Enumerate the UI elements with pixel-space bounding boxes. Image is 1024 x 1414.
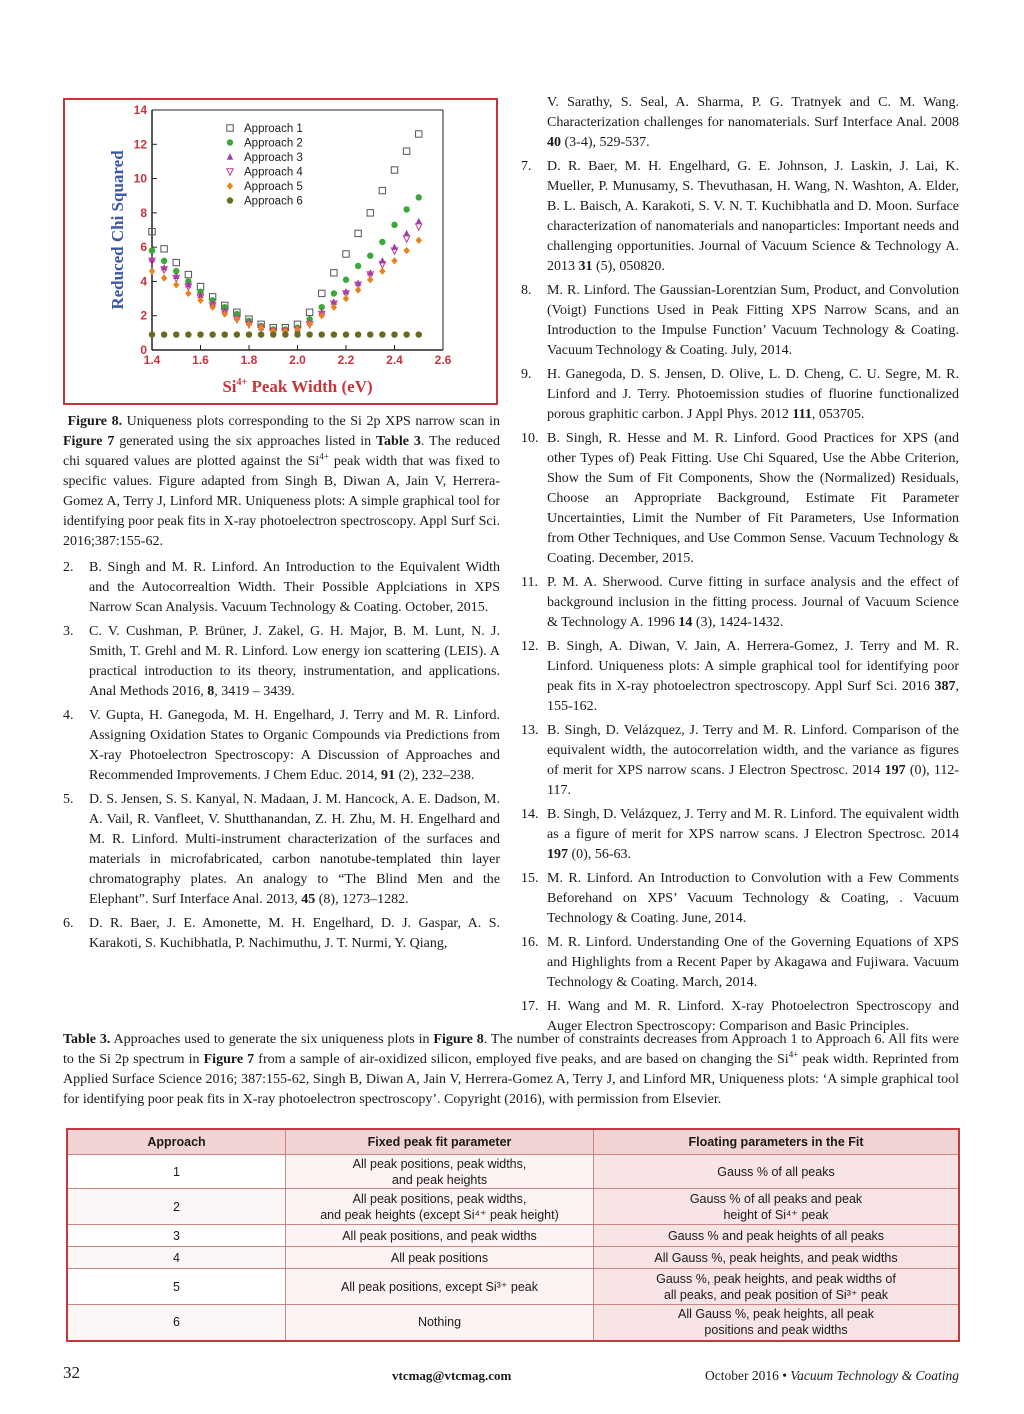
legend-label: Approach 4 [244, 166, 303, 179]
footer-date: October 2016 [705, 1368, 779, 1383]
reference-item [63, 622, 500, 702]
data-point-approach-1 [161, 246, 167, 252]
data-point-approach-5 [185, 290, 191, 297]
data-point-approach-6 [416, 331, 422, 337]
footer-bullet: • [782, 1368, 787, 1383]
table-row [67, 1269, 959, 1305]
legend-label: Approach 2 [244, 137, 303, 150]
data-point-approach-6 [379, 331, 385, 337]
cell-line: positions and peak widths [704, 1323, 848, 1338]
data-point-approach-6 [403, 331, 409, 337]
table-3 [66, 1128, 960, 1342]
data-point-approach-6 [331, 331, 337, 337]
data-point-approach-5 [355, 286, 361, 293]
reference-item [521, 637, 959, 717]
reference-item [521, 93, 959, 153]
reference-volume: 111 [792, 407, 812, 422]
reference-text: (8), 1273–1282. [315, 892, 409, 907]
table-label: Table 3. [63, 1032, 111, 1047]
x-tick-label: 2.2 [337, 353, 355, 367]
reference-text: (0), 112-117. [547, 763, 960, 798]
reference-number: 4. [63, 708, 74, 723]
reference-number: 2. [63, 560, 74, 575]
cell-line: All peak positions [390, 1250, 489, 1265]
cell-line: Nothing [417, 1315, 462, 1330]
reference-number: 10. [521, 431, 539, 446]
data-point-approach-1 [343, 251, 349, 257]
footer-journal: Vacuum Technology & Coating [790, 1368, 959, 1383]
reference-number: 17. [521, 999, 539, 1014]
table-row [67, 1247, 959, 1269]
cell-floating [594, 1269, 960, 1305]
y-tick-label: 10 [133, 171, 147, 186]
data-point-approach-5 [161, 274, 167, 281]
cell-line: all peaks, and peak position of Si³⁺ peak [663, 1287, 889, 1302]
legend-marker [227, 125, 233, 131]
data-point-approach-5 [173, 281, 179, 288]
reference-number: 12. [521, 639, 539, 654]
cell-line: Gauss % and peak heights of all peaks [667, 1228, 885, 1243]
cell-approach: 6 [67, 1305, 286, 1341]
data-point-approach-6 [173, 331, 179, 337]
data-point-approach-2 [355, 263, 361, 269]
uniqueness-plot-chart [65, 100, 496, 403]
reference-text: M. R. Linford. An Introduction to Convolution with a Few Comments Beforehand on XPS’ Vacuum Technology & Coating, . Vacuum Technology & Coating. June, 2014. [547, 871, 959, 926]
data-point-approach-6 [197, 331, 203, 337]
data-point-approach-4 [416, 224, 422, 230]
caption-figure-ref: Figure 7 [63, 434, 115, 449]
reference-item [521, 573, 959, 633]
footer-issue [705, 1368, 959, 1384]
reference-volume: 197 [547, 847, 568, 862]
cell-fixed [286, 1269, 594, 1305]
data-point-approach-1 [391, 167, 397, 173]
reference-volume: 40 [547, 135, 561, 150]
data-point-approach-6 [294, 331, 300, 337]
reference-text: , 053705. [811, 407, 865, 422]
data-point-approach-6 [355, 331, 361, 337]
x-tick-label: 1.4 [143, 353, 161, 367]
data-point-approach-3 [403, 230, 409, 236]
reference-item [521, 429, 959, 569]
cell-line: All peak positions, peak widths, [352, 1191, 527, 1206]
caption-text: . The reduced chi squared values are plotted against the Si [63, 434, 500, 469]
data-point-approach-1 [416, 131, 422, 137]
data-point-approach-1 [331, 270, 337, 276]
table-row [67, 1225, 959, 1247]
reference-volume: 8 [207, 684, 215, 699]
reference-number: 16. [521, 935, 539, 950]
reference-number: 9. [521, 367, 532, 382]
cell-line: Gauss % of all peaks and peak [689, 1191, 863, 1206]
cell-fixed [286, 1225, 594, 1247]
caption-text: from a sample of air-oxidized silicon, employed five peaks, and are based on changing the Si [254, 1052, 789, 1067]
caption-text: peak width that was fixed to specific values. Figure adapted from Singh B, Diwan A, Jain V, Herrera-Gomez A, Terry J, Linford MR. Uniqueness plots: A simple graphical tool for identifying poor peak fits in X-ray photoelectron spectroscopy. Appl Surf Sci. 2016;387:155-62. [63, 454, 500, 549]
reference-text: , 155-162. [547, 679, 959, 714]
reference-text: B. Singh, R. Hesse and M. R. Linford. Good Practices for XPS (and other Types of) Peak Fitting. Use Chi Squared, Use the Abbe Criterion, Show the Sum of Fit Components, Show the (Normalized) Residuals, Choose an Appropriate Background, Estimate Fit Parameter Uncertainties, Limit the Number of Fit Parameters, Use Information from Other Techniques, and Use Common Sense. Vacuum Technology & Coating. December, 2015. [547, 431, 959, 566]
data-point-approach-2 [403, 206, 409, 212]
reference-item [63, 558, 500, 618]
data-point-approach-5 [416, 237, 422, 244]
cell-floating [594, 1189, 960, 1225]
x-tick-label: 2.0 [289, 353, 306, 367]
reference-text: B. Singh, D. Velázquez, J. Terry and M. R. Linford. Comparison of the equivalent width, the autocorrelation width, and the variance as figures of merit for XPS narrow scans. J Electron Spectrosc. 2014 [547, 723, 959, 778]
reference-text: B. Singh and M. R. Linford. An Introduction to the Equivalent Width and the Autocorrealtion Width. Their Possible Applciations in XPS Narrow Scan Analysis. Vacuum Technology & Coating. October, 2015. [89, 560, 500, 615]
table-header-row [67, 1129, 959, 1155]
cell-line: All Gauss %, peak heights, and peak widths [654, 1250, 898, 1265]
legend-marker [227, 197, 233, 203]
cell-line: Gauss % of all peaks [717, 1164, 835, 1179]
reference-volume: 31 [578, 259, 593, 274]
reference-text: , 3419 – 3439. [214, 684, 295, 699]
y-tick-label: 6 [140, 240, 147, 255]
x-tick-label: 2.4 [386, 353, 403, 367]
reference-text: P. M. A. Sherwood. Curve fitting in surface analysis and the effect of background inclusion in the fitting process. Journal of Vacuum Science & Technology A. 1996 [547, 575, 959, 630]
reference-number: 3. [63, 624, 74, 639]
y-tick-label: 0 [140, 343, 147, 357]
figure-label: Figure 8. [67, 414, 123, 429]
legend-marker [227, 139, 233, 145]
cell-approach: 4 [67, 1247, 286, 1269]
reference-text: V. Sarathy, S. Seal, A. Sharma, P. G. Tratnyek and C. M. Wang. Characterization challenges for nanomaterials. Surf Interface Anal. 2008 [547, 95, 959, 130]
caption-text: Approaches used to generate the six uniqueness plots in [110, 1032, 434, 1047]
footer-email: vtcmag@vtcmag.com [392, 1368, 512, 1383]
data-point-approach-6 [319, 331, 325, 337]
data-point-approach-1 [306, 309, 312, 315]
data-point-approach-1 [185, 271, 191, 277]
cell-line: All peak positions, peak widths, [352, 1156, 527, 1171]
data-point-approach-1 [403, 148, 409, 154]
reference-text: H. Ganegoda, D. S. Jensen, D. Olive, L. D. Cheng, C. U. Segre, M. R. Linford and J. Terry. Photoemission studies of fluorine functionalized porous graphitic carbon. J Appl Phys. 2012 [547, 367, 959, 422]
data-point-approach-6 [258, 331, 264, 337]
data-point-approach-4 [403, 236, 409, 242]
cell-approach: 5 [67, 1269, 286, 1305]
data-point-approach-6 [343, 331, 349, 337]
data-point-approach-6 [282, 331, 288, 337]
caption-sup: 4+ [788, 1049, 799, 1060]
reference-item [521, 933, 959, 993]
caption-sup: 4+ [319, 451, 329, 462]
reference-text: (3-4), 529-537. [561, 135, 650, 150]
page-number: 32 [63, 1363, 80, 1382]
reference-volume: 197 [884, 763, 906, 778]
caption-text: . The number of constraints decreases from Approach 1 to Approach 6. All fits were to the Si 2p spectrum in [63, 1032, 960, 1067]
reference-volume: 91 [381, 768, 395, 783]
reference-text: D. S. Jensen, S. S. Kanyal, N. Madaan, J. M. Hancock, A. E. Dadson, M. A. Vail, R. Vanfleet, V. Shutthanandan, Z. H. Zhu, M. H. Engelhard and M. R. Linford. Multi-instrument characterization of the surfaces and materials in microfabricated, carbon nanotube-templated thin layer chromatography plates. An analogy to “The Blind Men and the Elephant”. Surf Interface Anal. 2013, [89, 792, 500, 907]
reference-item [521, 157, 959, 277]
data-point-approach-2 [343, 277, 349, 283]
reference-item [521, 365, 959, 425]
table-row [67, 1155, 959, 1189]
reference-text: M. R. Linford. Understanding One of the Governing Equations of XPS and Highlights from a Recent Paper by Akagawa and Fujiwara. Vacuum Technology & Coating. March, 2014. [547, 935, 959, 990]
cell-fixed [286, 1247, 594, 1269]
data-point-approach-6 [185, 331, 191, 337]
data-point-approach-6 [270, 331, 276, 337]
data-point-approach-5 [343, 295, 349, 302]
reference-volume: 387 [934, 679, 956, 694]
legend-marker [227, 153, 233, 159]
header-fixed: Fixed peak fit parameter [286, 1129, 594, 1155]
reference-item [63, 790, 500, 910]
reference-item [521, 721, 959, 801]
header-floating: Floating parameters in the Fit [594, 1129, 960, 1155]
cell-line: height of Si⁴⁺ peak [723, 1207, 829, 1222]
reference-text: H. Wang and M. R. Linford. X-ray Photoelectron Spectroscopy and Auger Electron Spectroscopy: Comparison and Basic Principles. [547, 999, 959, 1034]
references-right-column [521, 93, 959, 1041]
reference-number: 6. [63, 916, 74, 931]
data-point-approach-2 [161, 258, 167, 264]
table-row [67, 1189, 959, 1225]
data-point-approach-2 [416, 194, 422, 200]
y-tick-label: 8 [140, 205, 147, 220]
reference-number: 8. [521, 283, 532, 298]
data-point-approach-1 [379, 187, 385, 193]
caption-table-ref: Table 3 [376, 434, 421, 449]
reference-item [63, 914, 500, 954]
cell-approach: 3 [67, 1225, 286, 1247]
reference-text: C. V. Cushman, P. Brüner, J. Zakel, G. H. Major, B. M. Lunt, N. J. Smith, T. Grehl and M. R. Linford. Low energy ion scattering (LEIS). A practical introduction to its theory, instrumentation, and applications. Anal Methods 2016, [89, 624, 500, 699]
reference-text: (5), 050820. [592, 259, 665, 274]
caption-figure-ref: Figure 8 [433, 1032, 484, 1047]
data-point-approach-1 [367, 210, 373, 216]
data-point-approach-2 [379, 239, 385, 245]
caption-text: Uniqueness plots corresponding to the Si 2p XPS narrow scan in [122, 414, 500, 429]
cell-line: All Gauss %, peak heights, all peak [678, 1307, 874, 1322]
y-axis-label: Reduced Chi Squared [108, 150, 127, 310]
reference-item [521, 869, 959, 929]
cell-floating [594, 1155, 960, 1189]
reference-text: (2), 232–238. [395, 768, 475, 783]
x-tick-label: 1.8 [240, 353, 258, 367]
data-point-approach-1 [355, 230, 361, 236]
figure-8-box [63, 98, 498, 405]
reference-number: 15. [521, 871, 539, 886]
data-point-approach-6 [234, 331, 240, 337]
data-point-approach-5 [379, 267, 385, 274]
x-axis-label: $Si^{4+}$ Peak Width (eV) [222, 377, 373, 396]
data-point-approach-5 [391, 257, 397, 264]
legend-marker [227, 169, 233, 175]
reference-number: 13. [521, 723, 539, 738]
cell-approach: 2 [67, 1189, 286, 1225]
y-tick-label: 14 [133, 103, 147, 117]
legend-label: Approach 3 [244, 152, 303, 164]
cell-line: and peak heights [391, 1172, 488, 1187]
data-point-approach-6 [306, 331, 312, 337]
data-point-approach-6 [246, 331, 252, 337]
cell-line: All peak positions, and peak widths [342, 1228, 537, 1243]
cell-floating [594, 1305, 960, 1341]
y-tick-label: 2 [140, 308, 147, 323]
table-row [67, 1305, 959, 1341]
reference-text: D. R. Baer, J. E. Amonette, M. H. Engelhard, D. J. Gaspar, A. S. Karakoti, S. Kuchibhatla, P. Nachimuthu, J. T. Nurmi, Y. Qiang, [89, 916, 500, 951]
data-point-approach-5 [149, 267, 155, 274]
data-point-approach-6 [222, 331, 228, 337]
data-point-approach-6 [391, 331, 397, 337]
y-tick-label: 4 [140, 274, 147, 289]
reference-number: 11. [521, 575, 538, 590]
reference-item [521, 281, 959, 361]
caption-text: generated using the six approaches listed in [114, 434, 376, 449]
cell-fixed [286, 1189, 594, 1225]
reference-number: 5. [63, 792, 74, 807]
data-point-approach-5 [403, 247, 409, 254]
reference-item [63, 706, 500, 786]
x-tick-label: 2.6 [434, 353, 452, 367]
caption-figure-ref: Figure 7 [203, 1052, 255, 1067]
reference-text: D. R. Baer, M. H. Engelhard, G. E. Johnson, J. Laskin, J. Lai, K. Mueller, P. Munusamy, S. Thevuthasan, H. Wang, N. Washton, A. Elder, B. L. Baisch, A. Karakoti, S. V. N. T. Kuchibhatla and D. Moon. Surface characterization of nanomaterials and nanoparticles: Important needs and challenging opportunities. Journal of Vacuum Science & Technology A. 2013 [547, 159, 959, 274]
caption-text: peak width. Reprinted from Applied Surface Science 2016; 387:155-62, Singh B, Diwan A, Jain V, Herrera-Gomez A, Terry J, and Linford MR, Uniqueness plots: ‘A simple graphical tool for identifying poor peak fits in X-ray photoelectron spectroscopy’. Copyright (2016), with permission from Elsevier. [63, 1052, 959, 1107]
data-point-approach-6 [367, 331, 373, 337]
legend-label: Approach 1 [244, 123, 303, 135]
data-point-approach-2 [391, 222, 397, 228]
cell-line: Gauss %, peak heights, and peak widths of [656, 1271, 896, 1286]
cell-line: and peak heights (except Si⁴⁺ peak height) [320, 1207, 559, 1222]
reference-number: 7. [521, 159, 532, 174]
data-point-approach-5 [367, 276, 373, 283]
data-point-approach-1 [319, 290, 325, 296]
legend-marker [227, 182, 233, 189]
cell-line: All peak positions, except Si³⁺ peak [341, 1279, 538, 1294]
data-point-approach-6 [149, 331, 155, 337]
reference-text: B. Singh, A. Diwan, V. Jain, A. Herrera-Gomez, J. Terry and M. R. Linford. Uniqueness plots: A simple graphical tool for identifying poor peak fits in X-ray photoelectron spectroscopy. Appl Surf Sci. 2016 [547, 639, 959, 694]
cell-floating [594, 1247, 960, 1269]
reference-volume: 45 [301, 892, 316, 907]
reference-text: V. Gupta, H. Ganegoda, M. H. Engelhard, J. Terry and M. R. Linford. Assigning Oxidation States to Organic Compounds via Predictions from X-ray Photoelectron Spectroscopy: A Discussion of Approaches and Recommended Improvements. J Chem Educ. 2014, [89, 708, 500, 783]
data-point-approach-2 [331, 290, 337, 296]
cell-floating [594, 1225, 960, 1247]
cell-fixed [286, 1155, 594, 1189]
reference-text: (0), 56-63. [568, 847, 631, 862]
header-approach: Approach [67, 1129, 286, 1155]
reference-text: (3), 1424-1432. [692, 615, 784, 630]
reference-number: 14. [521, 807, 539, 822]
data-point-approach-2 [149, 247, 155, 253]
y-tick-label: 12 [133, 137, 147, 152]
data-point-approach-1 [173, 259, 179, 265]
legend-label: Approach 6 [244, 195, 303, 208]
data-point-approach-6 [161, 331, 167, 337]
reference-text: B. Singh, D. Velázquez, J. Terry and M. R. Linford. The equivalent width as a figure of merit for XPS narrow scans. J Electron Spectrosc. 2014 [547, 807, 959, 842]
reference-text: M. R. Linford. The Gaussian-Lorentzian Sum, Product, and Convolution (Voigt) Functions Used in Peak Fitting XPS Narrow Scans, and an Introduction to the Impulse Function’ Vacuum Technology & Coating. Vacuum Technology & Coating. July, 2014. [547, 283, 959, 358]
figure-8-caption [63, 412, 500, 552]
references-left-column [63, 558, 500, 958]
data-point-approach-3 [416, 218, 422, 224]
cell-approach: 1 [67, 1155, 286, 1189]
data-point-approach-6 [209, 331, 215, 337]
cell-fixed [286, 1305, 594, 1341]
data-point-approach-2 [367, 253, 373, 259]
legend-label: Approach 5 [244, 181, 303, 193]
reference-volume: 14 [678, 615, 693, 630]
table-3-caption [63, 1030, 959, 1110]
reference-item [521, 805, 959, 865]
x-tick-label: 1.6 [192, 353, 209, 367]
